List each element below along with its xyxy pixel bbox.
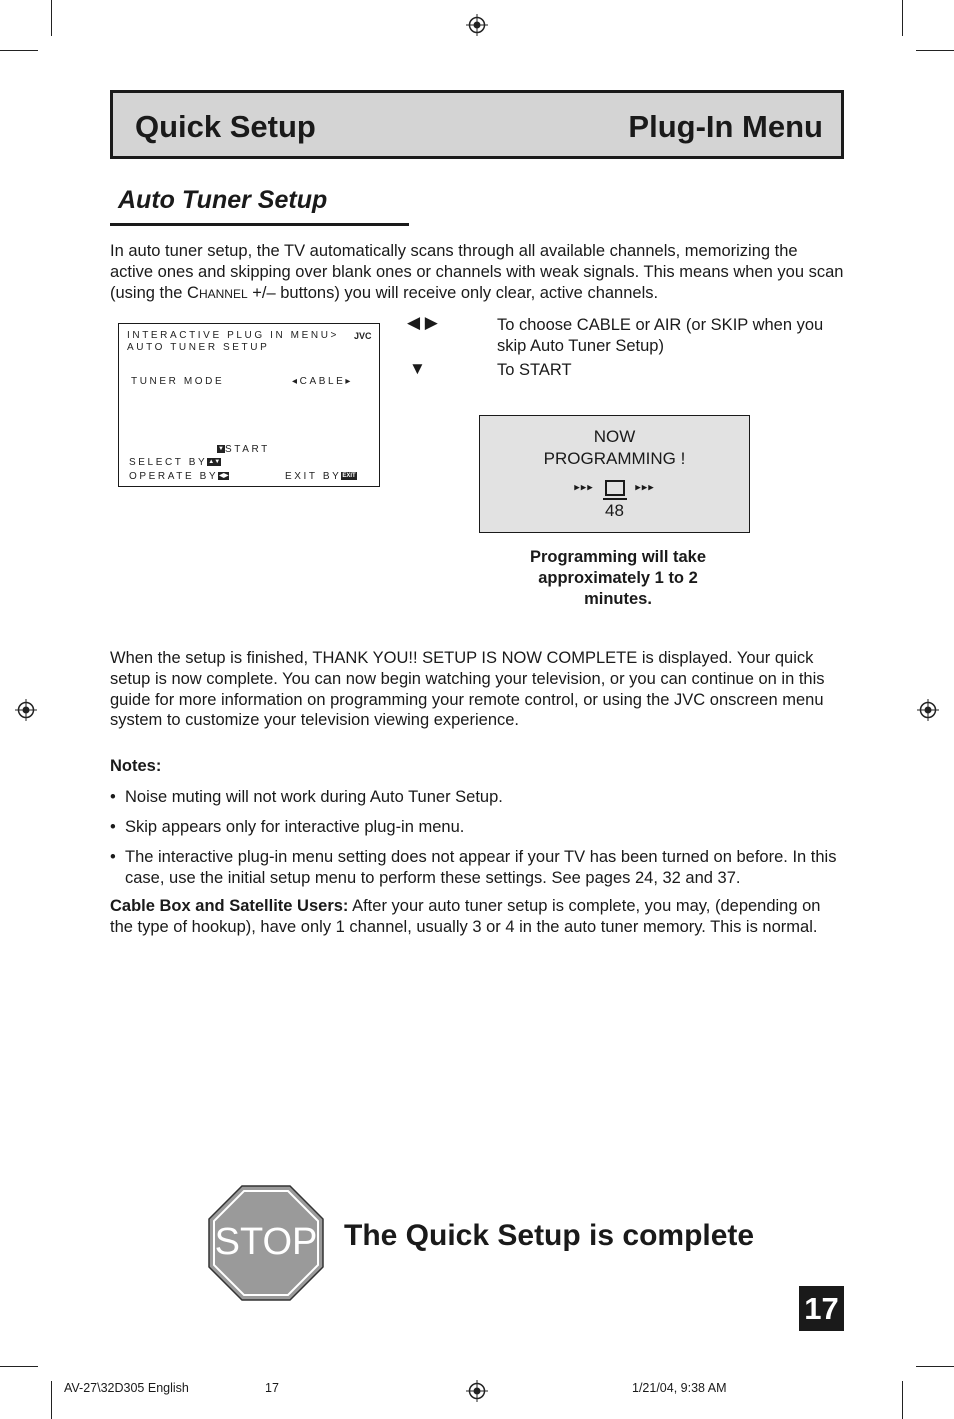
crop-mark xyxy=(51,1381,52,1419)
registration-mark-icon xyxy=(466,14,488,36)
crop-mark xyxy=(51,0,52,36)
osd-menu-title: AUTO TUNER SETUP xyxy=(127,342,270,353)
crop-mark xyxy=(902,1381,903,1419)
bullet: • xyxy=(110,818,116,836)
page-number: 17 xyxy=(799,1286,844,1331)
left-right-arrows-icon: ◀ ▶ xyxy=(407,313,438,332)
cable-box-paragraph xyxy=(110,896,846,938)
registration-mark-icon xyxy=(466,1380,488,1402)
channel-number: 48 xyxy=(605,501,624,520)
section-title-underline xyxy=(110,223,409,226)
legend-text-start: To START xyxy=(497,361,572,379)
progress-arrows-left-icon: ▸▸▸ xyxy=(574,481,594,494)
page-header xyxy=(110,90,844,159)
note-item xyxy=(110,787,846,808)
registration-mark-icon xyxy=(15,699,37,721)
header-title-quick-setup: Quick Setup xyxy=(135,109,316,144)
crop-mark xyxy=(902,0,903,36)
osd-operate-row xyxy=(129,471,229,482)
osd-menu-path: INTERACTIVE PLUG IN MENU> xyxy=(127,330,339,341)
bullet: • xyxy=(110,848,116,866)
osd-exit-label: EXIT BY xyxy=(285,471,342,482)
now-programming-line2: PROGRAMMING ! xyxy=(543,449,686,468)
cable-box-text: After your auto tuner setup is complete, you may, (depending on the type of hookup), have only 1 channel, usually 3 or 4 in the auto tuner memory. This is normal. xyxy=(110,897,821,936)
down-arrow-icon: ▼ xyxy=(409,359,426,378)
section-title: Auto Tuner Setup xyxy=(118,186,328,214)
footer-date: 1/21/04, 9:38 AM xyxy=(632,1381,727,1395)
note-item xyxy=(110,847,846,889)
footer-file-name: AV-27\32D305 English xyxy=(64,1381,189,1395)
crop-mark xyxy=(0,50,38,51)
osd-operate-label: OPERATE BY xyxy=(129,471,219,482)
setup-complete-title: The Quick Setup is complete xyxy=(344,1219,755,1252)
setup-finished-paragraph: When the setup is finished, THANK YOU!! SETUP IS NOW COMPLETE is displayed. Your quick setup is now complete. You can now begin watching your television, or you can continue on in this guide for more information on programming your remote control, or using the JVC onscreen menu system to customize your television viewing experience. xyxy=(110,649,825,730)
note-item xyxy=(110,817,846,838)
now-programming-line1: NOW xyxy=(593,427,636,446)
intro-paragraph xyxy=(110,241,845,303)
programming-caption: Programming will take approximately 1 to 2 minutes. xyxy=(529,548,707,608)
bullet: • xyxy=(110,788,116,806)
cable-box-label: Cable Box and Satellite Users: xyxy=(110,897,349,915)
up-down-key-icon: ▲▼ xyxy=(208,459,221,466)
osd-start-row xyxy=(217,444,270,455)
jvc-logo: JVC xyxy=(354,331,372,341)
note-text: Skip appears only for interactive plug-in menu. xyxy=(125,818,465,836)
crop-mark xyxy=(916,50,954,51)
osd-tuner-mode-label: TUNER MODE xyxy=(131,376,225,387)
osd-exit-row xyxy=(285,471,357,482)
note-text: Noise muting will not work during Auto Tuner Setup. xyxy=(125,788,503,806)
down-key-icon: ▼ xyxy=(218,446,224,453)
progress-arrows-right-icon: ▸▸▸ xyxy=(635,481,655,494)
programming-progress-icons xyxy=(480,476,749,496)
stop-sign-label: STOP xyxy=(214,1221,318,1263)
onscreen-menu-illustration xyxy=(118,323,380,487)
registration-mark-icon xyxy=(917,699,939,721)
note-text: The interactive plug-in menu setting does not appear if your TV has been turned on before. In this case, use the initial setup menu to perform these settings. See pages 24, 32 and 37. xyxy=(125,848,837,887)
intro-text-part2: +/– buttons) you will receive only clear, active channels. xyxy=(247,283,659,302)
notes-heading: Notes: xyxy=(110,757,162,775)
osd-start-label: START xyxy=(224,444,270,455)
legend-text-choose-mode: To choose CABLE or AIR (or SKIP when you skip Auto Tuner Setup) xyxy=(497,316,824,355)
footer-page-number: 17 xyxy=(265,1381,279,1395)
osd-select-label: SELECT BY xyxy=(129,457,208,468)
exit-key-icon: EXIT xyxy=(342,473,356,480)
channel-word: Channel xyxy=(187,283,248,302)
stop-sign-icon xyxy=(208,1185,324,1301)
header-title-plug-in-menu: Plug-In Menu xyxy=(628,109,823,144)
crop-mark xyxy=(916,1366,954,1367)
tv-icon xyxy=(605,480,625,496)
intro-text-part1: In auto tuner setup, the TV automatically scans through all available channels, memorizing the active ones and skipping over blank ones or channels with weak signals. This means when you scan (using the xyxy=(110,242,844,302)
osd-select-row xyxy=(129,457,221,468)
osd-tuner-mode-value: ◂CABLE▸ xyxy=(292,376,354,387)
left-right-key-icon: ◀▶ xyxy=(219,473,229,480)
now-programming-screen xyxy=(479,415,750,533)
crop-mark xyxy=(0,1366,38,1367)
